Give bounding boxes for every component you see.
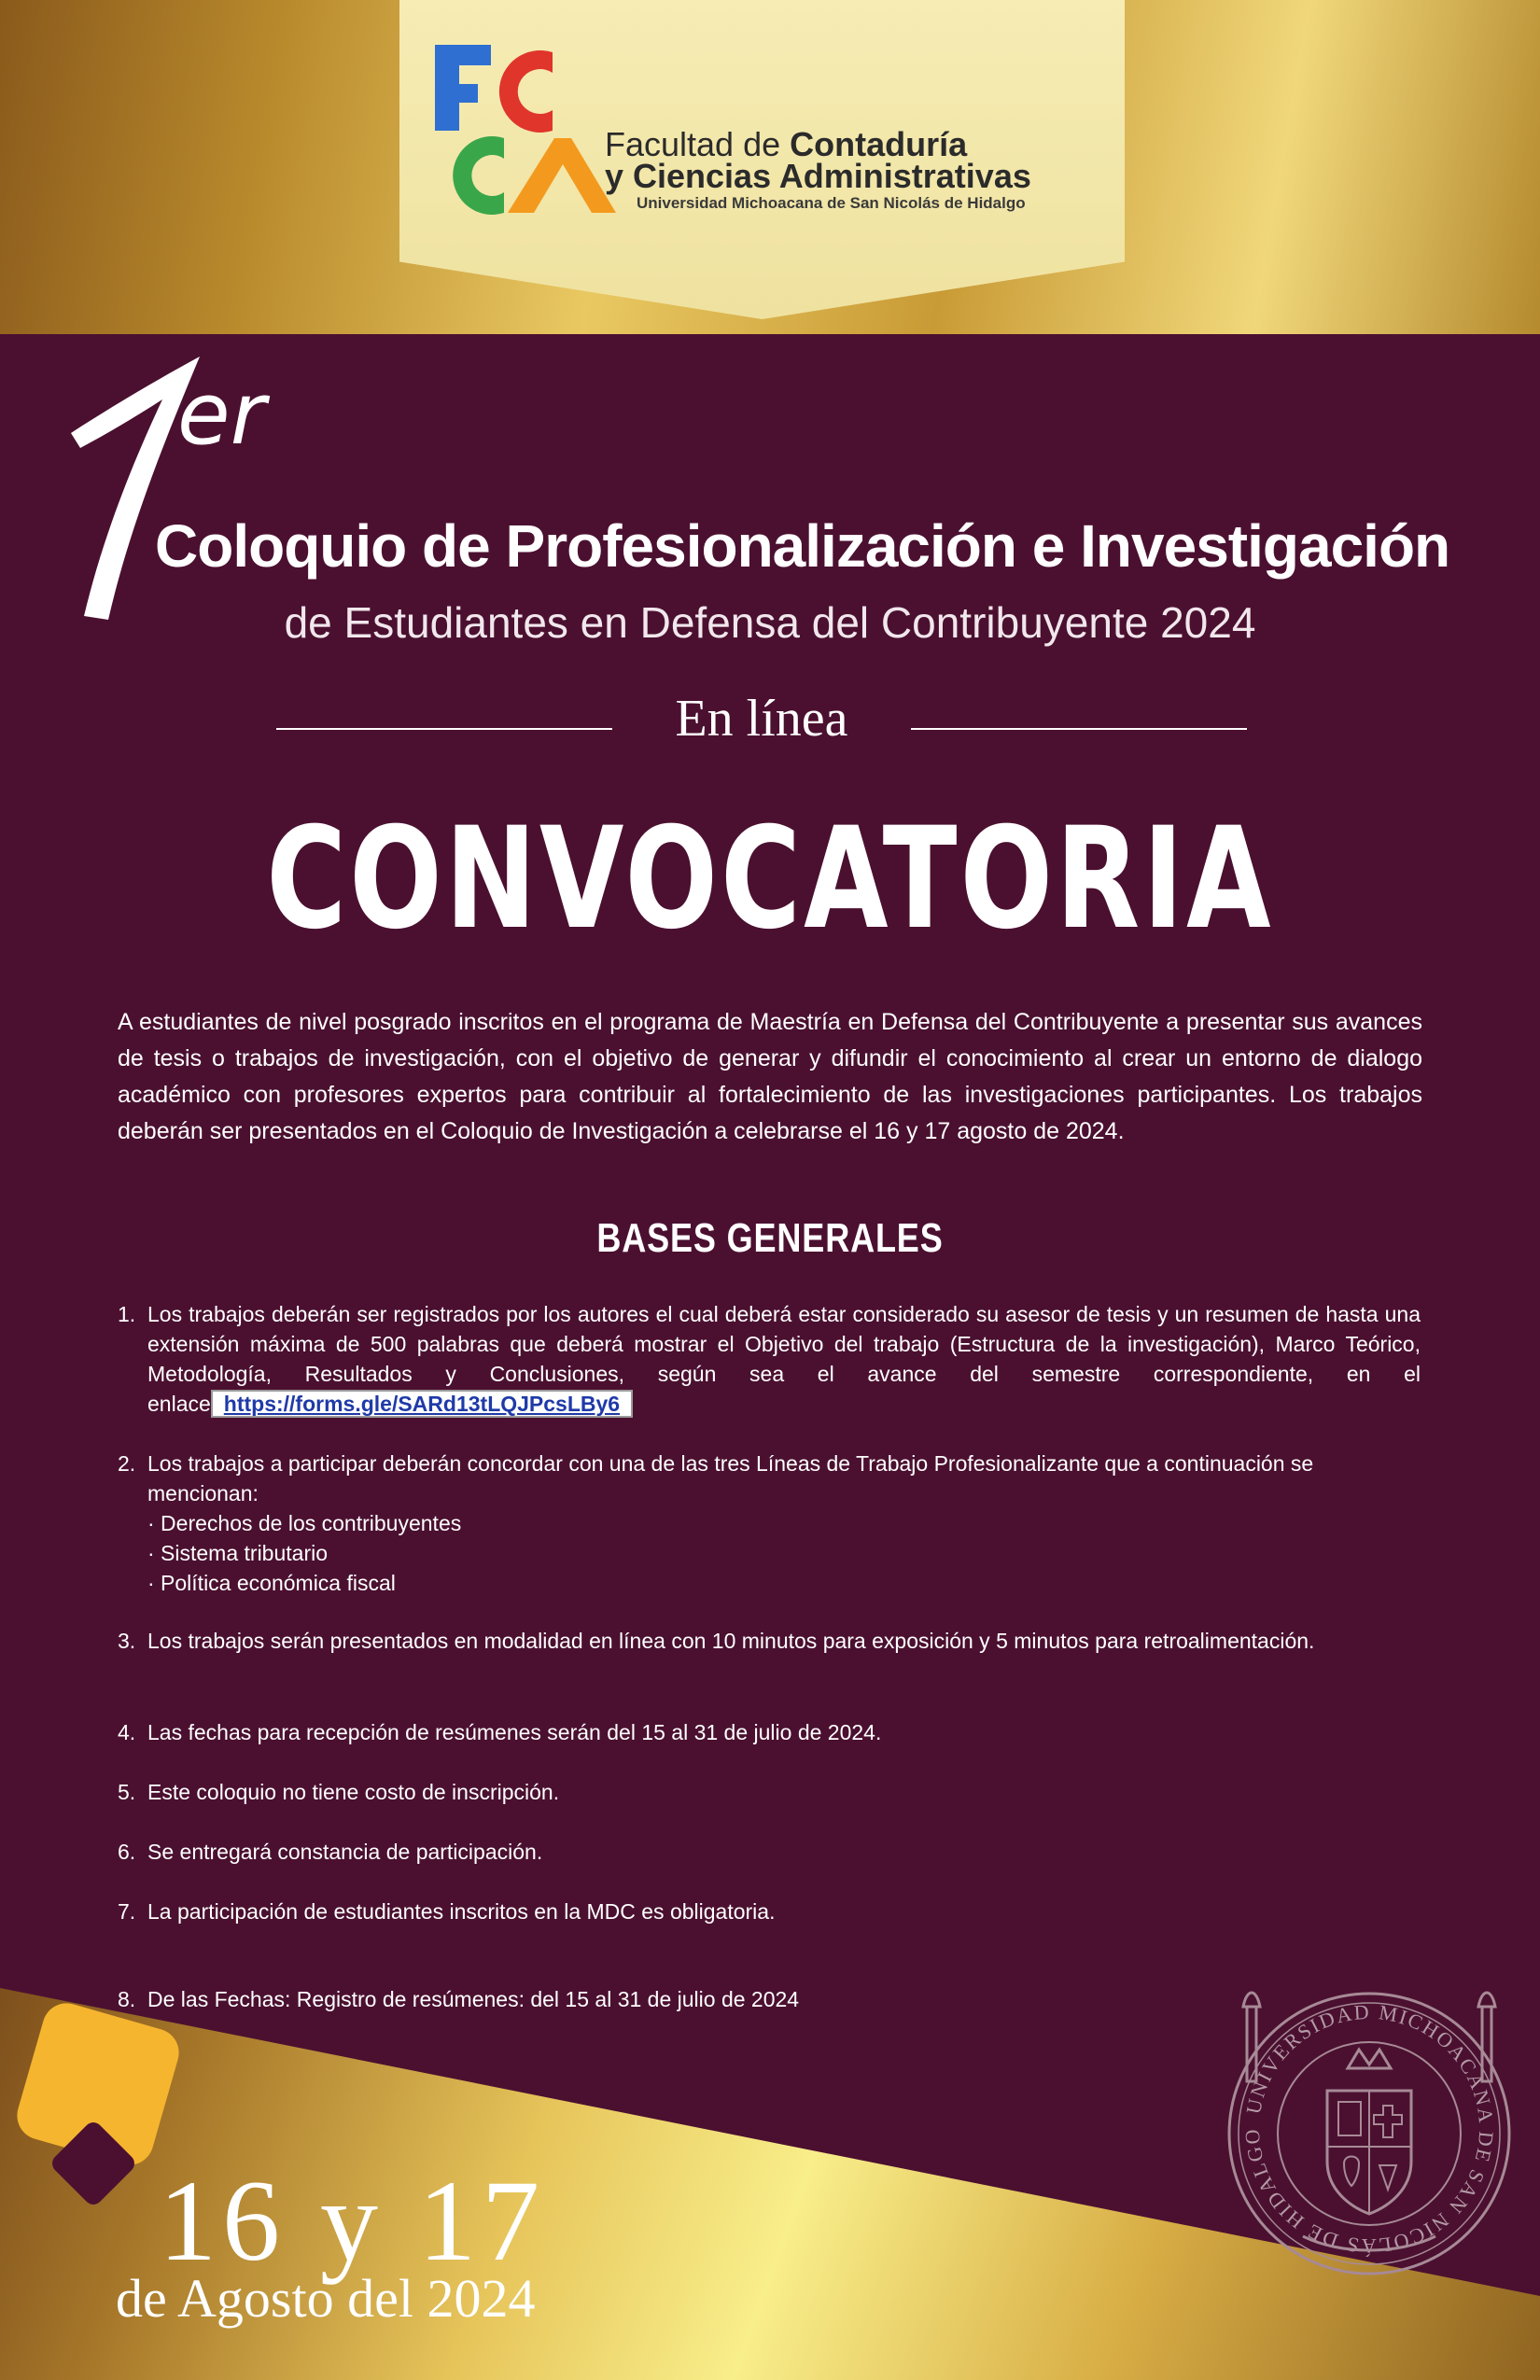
list-item-text: Los trabajos serán presentados en modalidad en línea con 10 minutos para exposición y 5 minutos para retroalimentación. bbox=[147, 1629, 1315, 1653]
ordinal-suffix: er bbox=[177, 364, 266, 464]
page-subtitle: de Estudiantes en Defensa del Contribuyente 2024 bbox=[284, 598, 1256, 647]
seal-text: UNIVERSIDAD MICHOACANA DE SAN NICOLÁS DE HIDALGO bbox=[1239, 1999, 1499, 2259]
registration-link[interactable]: https://forms.gle/SARd13tLQJPcsLBy6 bbox=[211, 1390, 633, 1418]
logo-university-name: Universidad Michoacana de San Nicolás de Hidalgo bbox=[637, 194, 1026, 212]
university-seal-icon bbox=[1219, 1979, 1519, 2279]
convocatoria-heading: CONVOCATORIA bbox=[266, 798, 1274, 960]
list-item-number: 7. bbox=[118, 1899, 136, 1924]
list-item-text: La participación de estudiantes inscritos en la MDC es obligatoria. bbox=[147, 1899, 776, 1924]
list-item-number: 4. bbox=[118, 1720, 136, 1744]
sublist-item: · Sistema tributario bbox=[147, 1541, 329, 1565]
list-item-number: 6. bbox=[118, 1840, 136, 1864]
list-item-number: 2. bbox=[118, 1451, 136, 1476]
modality-row bbox=[276, 689, 1247, 763]
sublist-item: · Derechos de los contribuyentes bbox=[147, 1511, 462, 1535]
list-item-number: 3. bbox=[118, 1629, 136, 1653]
list-item-text: Las fechas para recepción de resúmenes serán del 15 al 31 de julio de 2024. bbox=[147, 1720, 882, 1744]
fcca-logo-icon bbox=[431, 41, 618, 218]
list-item-text: Los trabajos deberán ser registrados por los autores el cual deberá estar considerado su asesor de tesis y un resumen de hasta una extensión máxima de 500 palabras que deberá mostrar el Objetivo del trabajo (Estructura de la investigación), Marco Teórico, Metodología, Resultados y Conclusiones, según sea el avance del semestre correspondiente, en el enlace https://forms.gle/SARd13tLQJPcsLBy6 bbox=[147, 1302, 1421, 1416]
bases-title: BASES GENERALES bbox=[596, 1215, 944, 1261]
list-item-number: 5. bbox=[118, 1780, 136, 1804]
modality-label: En línea bbox=[675, 690, 848, 748]
event-days: 16 y 17 bbox=[159, 2157, 545, 2285]
sublist-item: · Política económica fiscal bbox=[147, 1571, 396, 1595]
list-item-text bbox=[147, 1449, 1421, 1598]
intro-paragraph: A estudiantes de nivel posgrado inscritos en el programa de Maestría en Defensa del Contribuyente a presentar sus avances de tesis o trabajos de investigación, con el objetivo de generar y difundir el conocimiento al crear un entorno de dialogo académico con profesores expertos para contribuir al fortalecimiento de las investigaciones participantes. Los trabajos deberán ser presentados en el Coloquio de Investigación a celebrarse el 16 y 17 agosto de 2024. bbox=[118, 1009, 1422, 1144]
list-item-number: 8. bbox=[118, 1987, 136, 2011]
logo-faculty-line1: Facultad de Contaduría bbox=[605, 125, 968, 163]
event-month-year: de Agosto del 2024 bbox=[116, 2268, 536, 2329]
list-item-text: De las Fechas: Registro de resúmenes: del 15 al 31 de julio de 2024 bbox=[147, 1987, 800, 2011]
divider-right bbox=[911, 728, 1247, 730]
logo-faculty-line2: y Ciencias Administrativas bbox=[605, 157, 1031, 195]
list-item-intro: Los trabajos a participar deberán concordar con una de las tres Líneas de Trabajo Profesionalizante que a continuación se mencionan: bbox=[147, 1451, 1314, 1505]
page-title: Coloquio de Profesionalización e Investigación bbox=[155, 512, 1450, 580]
list-item-number: 1. bbox=[118, 1302, 136, 1326]
list-item-text: Este coloquio no tiene costo de inscripción. bbox=[147, 1780, 560, 1804]
list-item-text: Se entregará constancia de participación. bbox=[147, 1840, 543, 1864]
